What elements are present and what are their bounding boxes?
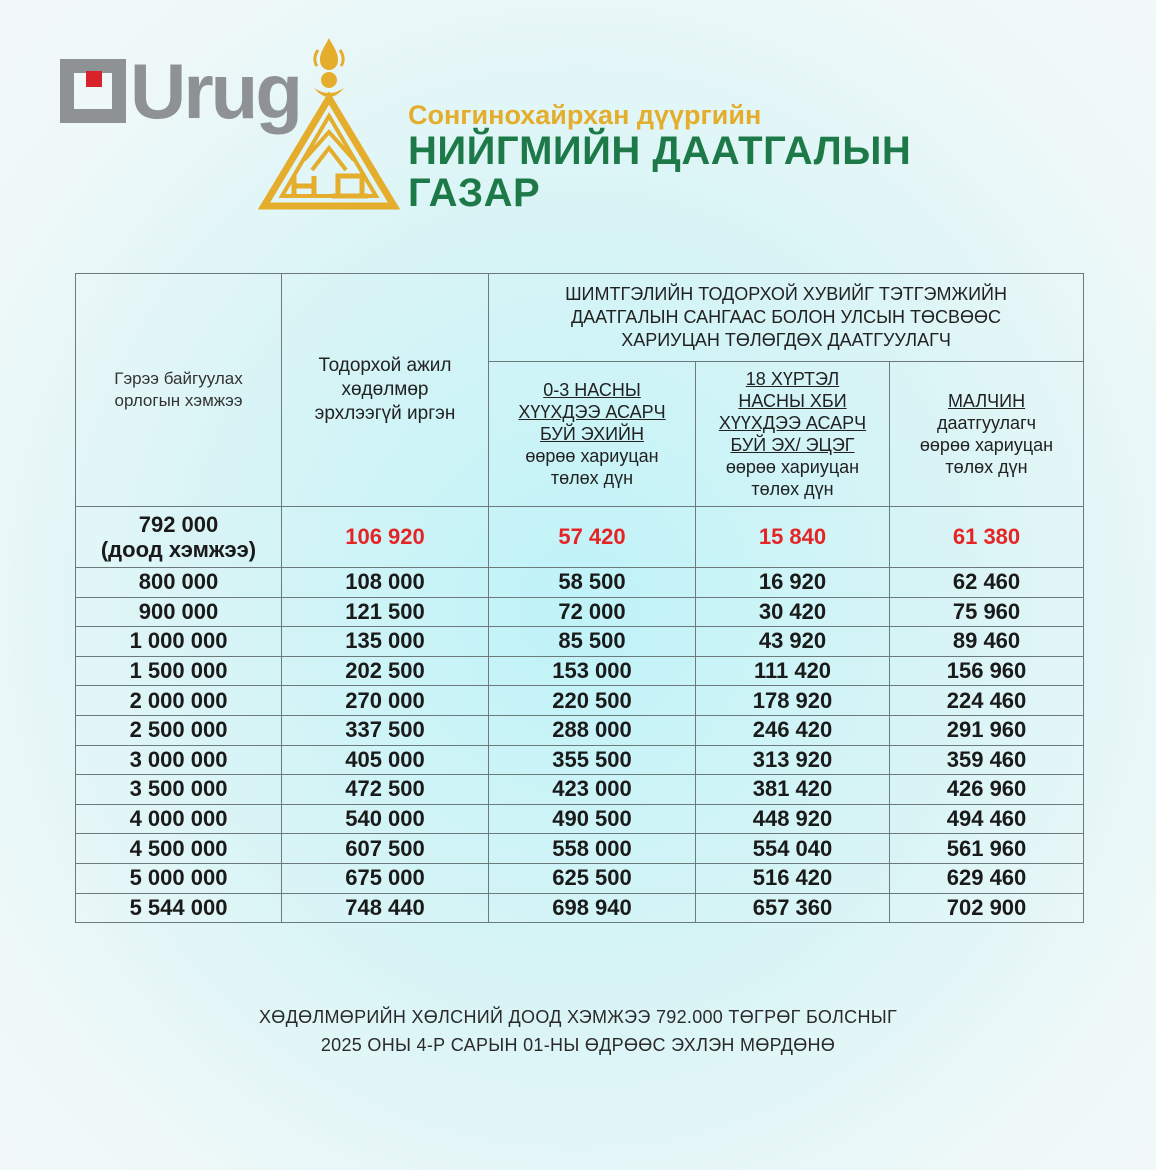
footer-line1: ХӨДӨЛМӨРИЙН ХӨЛСНИЙ ДООД ХЭМЖЭЭ 792.000 ТӨГРӨГ БОЛСНЫГ (258, 1007, 898, 1027)
value-cell: 58 500 (489, 568, 696, 598)
value-cell: 607 500 (282, 834, 489, 864)
unemployed-column-header: Тодорхой ажил хөдөлмөр эрхлээгүй иргэн (282, 274, 489, 507)
table-row (76, 804, 1084, 834)
table-row (76, 568, 1084, 598)
value-cell: 625 500 (489, 863, 696, 893)
mother-0-3-column-header: 0-3 НАСНЫ ХҮҮХДЭЭ АСАРЧ БУЙ ЭХИЙН өөрөө хариуцан төлөх дүн (489, 362, 696, 507)
value-cell: 448 920 (696, 804, 890, 834)
value-cell: 313 920 (696, 745, 890, 775)
income-cell: 3 000 000 (76, 745, 282, 775)
value-cell: 355 500 (489, 745, 696, 775)
org-subtitle: Сонгинохайрхан дүүргийн (408, 100, 762, 130)
value-cell: 291 960 (890, 715, 1084, 745)
value-cell: 121 500 (282, 597, 489, 627)
value-cell: 108 000 (282, 568, 489, 598)
value-cell: 657 360 (696, 893, 890, 923)
income-cell: 2 500 000 (76, 715, 282, 745)
value-cell: 702 900 (890, 893, 1084, 923)
value-cell: 15 840 (696, 507, 890, 568)
footer-note (0, 1003, 1156, 1059)
value-cell: 270 000 (282, 686, 489, 716)
organization-name (408, 100, 911, 214)
org-title-line2: ГАЗАР (408, 171, 541, 215)
urug-logo-text: Urug (130, 47, 300, 135)
table-row (76, 597, 1084, 627)
table-row (76, 863, 1084, 893)
income-cell: 4 500 000 (76, 834, 282, 864)
urug-logo-mark-icon (60, 59, 126, 123)
value-cell: 135 000 (282, 627, 489, 657)
value-cell: 381 420 (696, 775, 890, 805)
value-cell: 554 040 (696, 834, 890, 864)
value-cell: 202 500 (282, 656, 489, 686)
income-cell: 900 000 (76, 597, 282, 627)
value-cell: 359 460 (890, 745, 1084, 775)
income-cell: 2 000 000 (76, 686, 282, 716)
parent-disabled-child-column-header: 18 ХҮРТЭЛ НАСНЫ ХБИ ХҮҮХДЭЭ АСАРЧ БУЙ ЭХ/ ЭЦЭГ өөрөө хариуцан төлөх дүн (696, 362, 890, 507)
income-cell: 5 544 000 (76, 893, 282, 923)
table-row (76, 775, 1084, 805)
income-cell: 4 000 000 (76, 804, 282, 834)
value-cell: 423 000 (489, 775, 696, 805)
value-cell: 561 960 (890, 834, 1084, 864)
value-cell: 72 000 (489, 597, 696, 627)
minimum-wage-row (76, 507, 1084, 568)
value-cell: 111 420 (696, 656, 890, 686)
value-cell: 75 960 (890, 597, 1084, 627)
value-cell: 337 500 (282, 715, 489, 745)
table-row (76, 656, 1084, 686)
herder-column-header: МАЛЧИН даатгуулагч өөрөө хариуцан төлөх дүн (890, 362, 1084, 507)
value-cell: 698 940 (489, 893, 696, 923)
table-row (76, 893, 1084, 923)
value-cell: 156 960 (890, 656, 1084, 686)
value-cell: 540 000 (282, 804, 489, 834)
income-cell: 792 000 (доод хэмжээ) (76, 507, 282, 568)
value-cell: 16 920 (696, 568, 890, 598)
value-cell: 490 500 (489, 804, 696, 834)
table-row (76, 686, 1084, 716)
value-cell: 748 440 (282, 893, 489, 923)
value-cell: 106 920 (282, 507, 489, 568)
value-cell: 43 920 (696, 627, 890, 657)
income-cell: 1 500 000 (76, 656, 282, 686)
value-cell: 246 420 (696, 715, 890, 745)
value-cell: 426 960 (890, 775, 1084, 805)
income-cell: 5 000 000 (76, 863, 282, 893)
table-row (76, 627, 1084, 657)
value-cell: 62 460 (890, 568, 1084, 598)
subsidized-group-header: ШИМТГЭЛИЙН ТОДОРХОЙ ХУВИЙГ ТЭТГЭМЖИЙН ДААТГАЛЫН САНГААС БОЛОН УЛСЫН ТӨСВӨӨС ХАРИУЦАН ТӨЛӨГДӨХ ДААТГУУЛАГЧ (489, 274, 1084, 362)
value-cell: 61 380 (890, 507, 1084, 568)
income-cell: 800 000 (76, 568, 282, 598)
value-cell: 30 420 (696, 597, 890, 627)
footer-line2: 2025 ОНЫ 4-Р САРЫН 01-НЫ ӨДРӨӨС ЭХЛЭН МӨРДӨНӨ (320, 1035, 836, 1055)
value-cell: 288 000 (489, 715, 696, 745)
value-cell: 224 460 (890, 686, 1084, 716)
social-insurance-emblem-icon (254, 36, 404, 212)
value-cell: 405 000 (282, 745, 489, 775)
value-cell: 675 000 (282, 863, 489, 893)
income-cell: 1 000 000 (76, 627, 282, 657)
value-cell: 178 920 (696, 686, 890, 716)
insurance-rates-table (75, 273, 1084, 923)
value-cell: 558 000 (489, 834, 696, 864)
income-cell: 3 500 000 (76, 775, 282, 805)
table-row (76, 745, 1084, 775)
value-cell: 629 460 (890, 863, 1084, 893)
income-column-header: Гэрээ байгуулах орлогын хэмжээ (76, 274, 282, 507)
value-cell: 494 460 (890, 804, 1084, 834)
table-row (76, 834, 1084, 864)
value-cell: 516 420 (696, 863, 890, 893)
value-cell: 220 500 (489, 686, 696, 716)
value-cell: 472 500 (282, 775, 489, 805)
value-cell: 153 000 (489, 656, 696, 686)
value-cell: 89 460 (890, 627, 1084, 657)
table-row (76, 715, 1084, 745)
value-cell: 85 500 (489, 627, 696, 657)
value-cell: 57 420 (489, 507, 696, 568)
org-title-line1: НИЙГМИЙН ДААТГАЛЫН (408, 129, 912, 173)
